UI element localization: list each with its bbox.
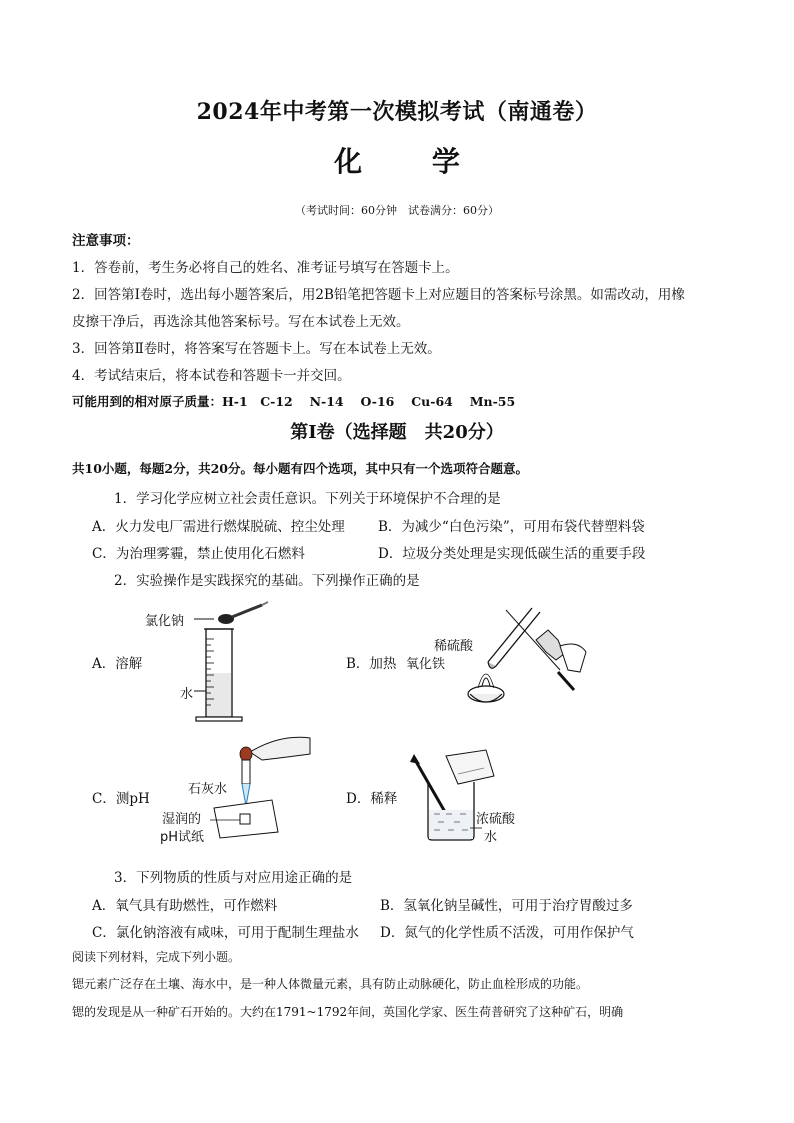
- q1-option-a: A．火力发电厂需进行燃煤脱硫、控尘处理: [92, 519, 345, 535]
- ph-test-diagram: [200, 730, 340, 840]
- reading-paragraph: 锶的发现是从一种矿石开始的。大约在1791~1792年间，英国化学家、医生荷普研究了这种矿石，明确: [72, 1005, 624, 1019]
- note-item: 皮擦干净后，再选涂其他答案标号。写在本试卷上无效。: [72, 314, 410, 330]
- cylinder-diagram: [190, 595, 280, 725]
- reading-paragraph: 锶元素广泛存在土壤、海水中，是一种人体微量元素，具有防止动脉硬化，防止血栓形成的功能。: [72, 977, 589, 991]
- section-instruction: 共10小题，每题2分，共20分。每小题有四个选项，其中只有一个选项符合题意。: [72, 461, 528, 476]
- label-conc-sulfuric-acid: 浓硫酸: [476, 812, 516, 827]
- q3-option-c: C．氯化钠溶液有咸味，可用于配制生理盐水: [92, 925, 359, 941]
- heating-diagram: [460, 600, 600, 720]
- label-limewater: 石灰水: [188, 782, 228, 797]
- reading-intro: 阅读下列材料，完成下列小题。: [72, 950, 241, 964]
- label-ph-paper: pH试纸: [160, 830, 205, 845]
- exam-title: 2024年中考第一次模拟考试（南通卷）: [196, 99, 598, 125]
- label-sodium-chloride: 氯化钠: [145, 614, 185, 629]
- q2-option-c: C．测pH: [92, 791, 150, 807]
- label-water: 水: [484, 830, 498, 845]
- label-wet: 湿润的: [162, 812, 202, 827]
- q2-stem: 2．实验操作是实践探究的基础。下列操作正确的是: [114, 573, 420, 589]
- note-item: 2．回答第Ⅰ卷时，选出每小题答案后，用2B铅笔把答题卡上对应题目的答案标号涂黑。如需改动，用橡: [72, 287, 685, 303]
- q2-option-d: D．稀释: [346, 791, 398, 807]
- q1-option-c: C．为治理雾霾，禁止使用化石燃料: [92, 546, 305, 562]
- section-title: 第Ⅰ卷（选择题 共20分）: [290, 422, 504, 443]
- q3-stem: 3．下列物质的性质与对应用途正确的是: [114, 870, 353, 886]
- notes-heading: 注意事项：: [72, 233, 140, 249]
- q1-option-b: B．为减少“白色污染”，可用布袋代替塑料袋: [378, 519, 645, 535]
- q3-option-b: B．氢氧化钠呈碱性，可用于治疗胃酸过多: [380, 898, 633, 914]
- q2-option-a: A．溶解: [92, 656, 143, 672]
- subject-title: 化 学: [334, 145, 490, 178]
- q3-option-d: D．氮气的化学性质不活泼，可用作保护气: [380, 925, 634, 941]
- label-dilute-sulfuric-acid: 稀硫酸: [434, 639, 474, 654]
- exam-info: （考试时间：60分钟 试卷满分：60分）: [295, 204, 499, 217]
- dilution-diagram: [410, 748, 530, 848]
- q2-option-b: B．加热: [346, 656, 397, 672]
- label-water: 水: [180, 687, 194, 702]
- q1-option-d: D．垃圾分类处理是实现低碳生活的重要手段: [378, 546, 646, 562]
- note-item: 1．答卷前，考生务必将自己的姓名、准考证号填写在答题卡上。: [72, 260, 459, 276]
- label-iron-oxide: 氧化铁: [406, 657, 446, 672]
- q3-option-a: A．氧气具有助燃性，可作燃料: [92, 898, 278, 914]
- q1-stem: 1．学习化学应树立社会责任意识。下列关于环境保护不合理的是: [114, 491, 501, 507]
- note-item: 4．考试结束后，将本试卷和答题卡一并交回。: [72, 368, 351, 384]
- atomic-masses: 可能用到的相对原子质量：H-1 C-12 N-14 O-16 Cu-64 Mn-55: [72, 394, 516, 409]
- note-item: 3．回答第Ⅱ卷时，将答案写在答题卡上。写在本试卷上无效。: [72, 341, 441, 357]
